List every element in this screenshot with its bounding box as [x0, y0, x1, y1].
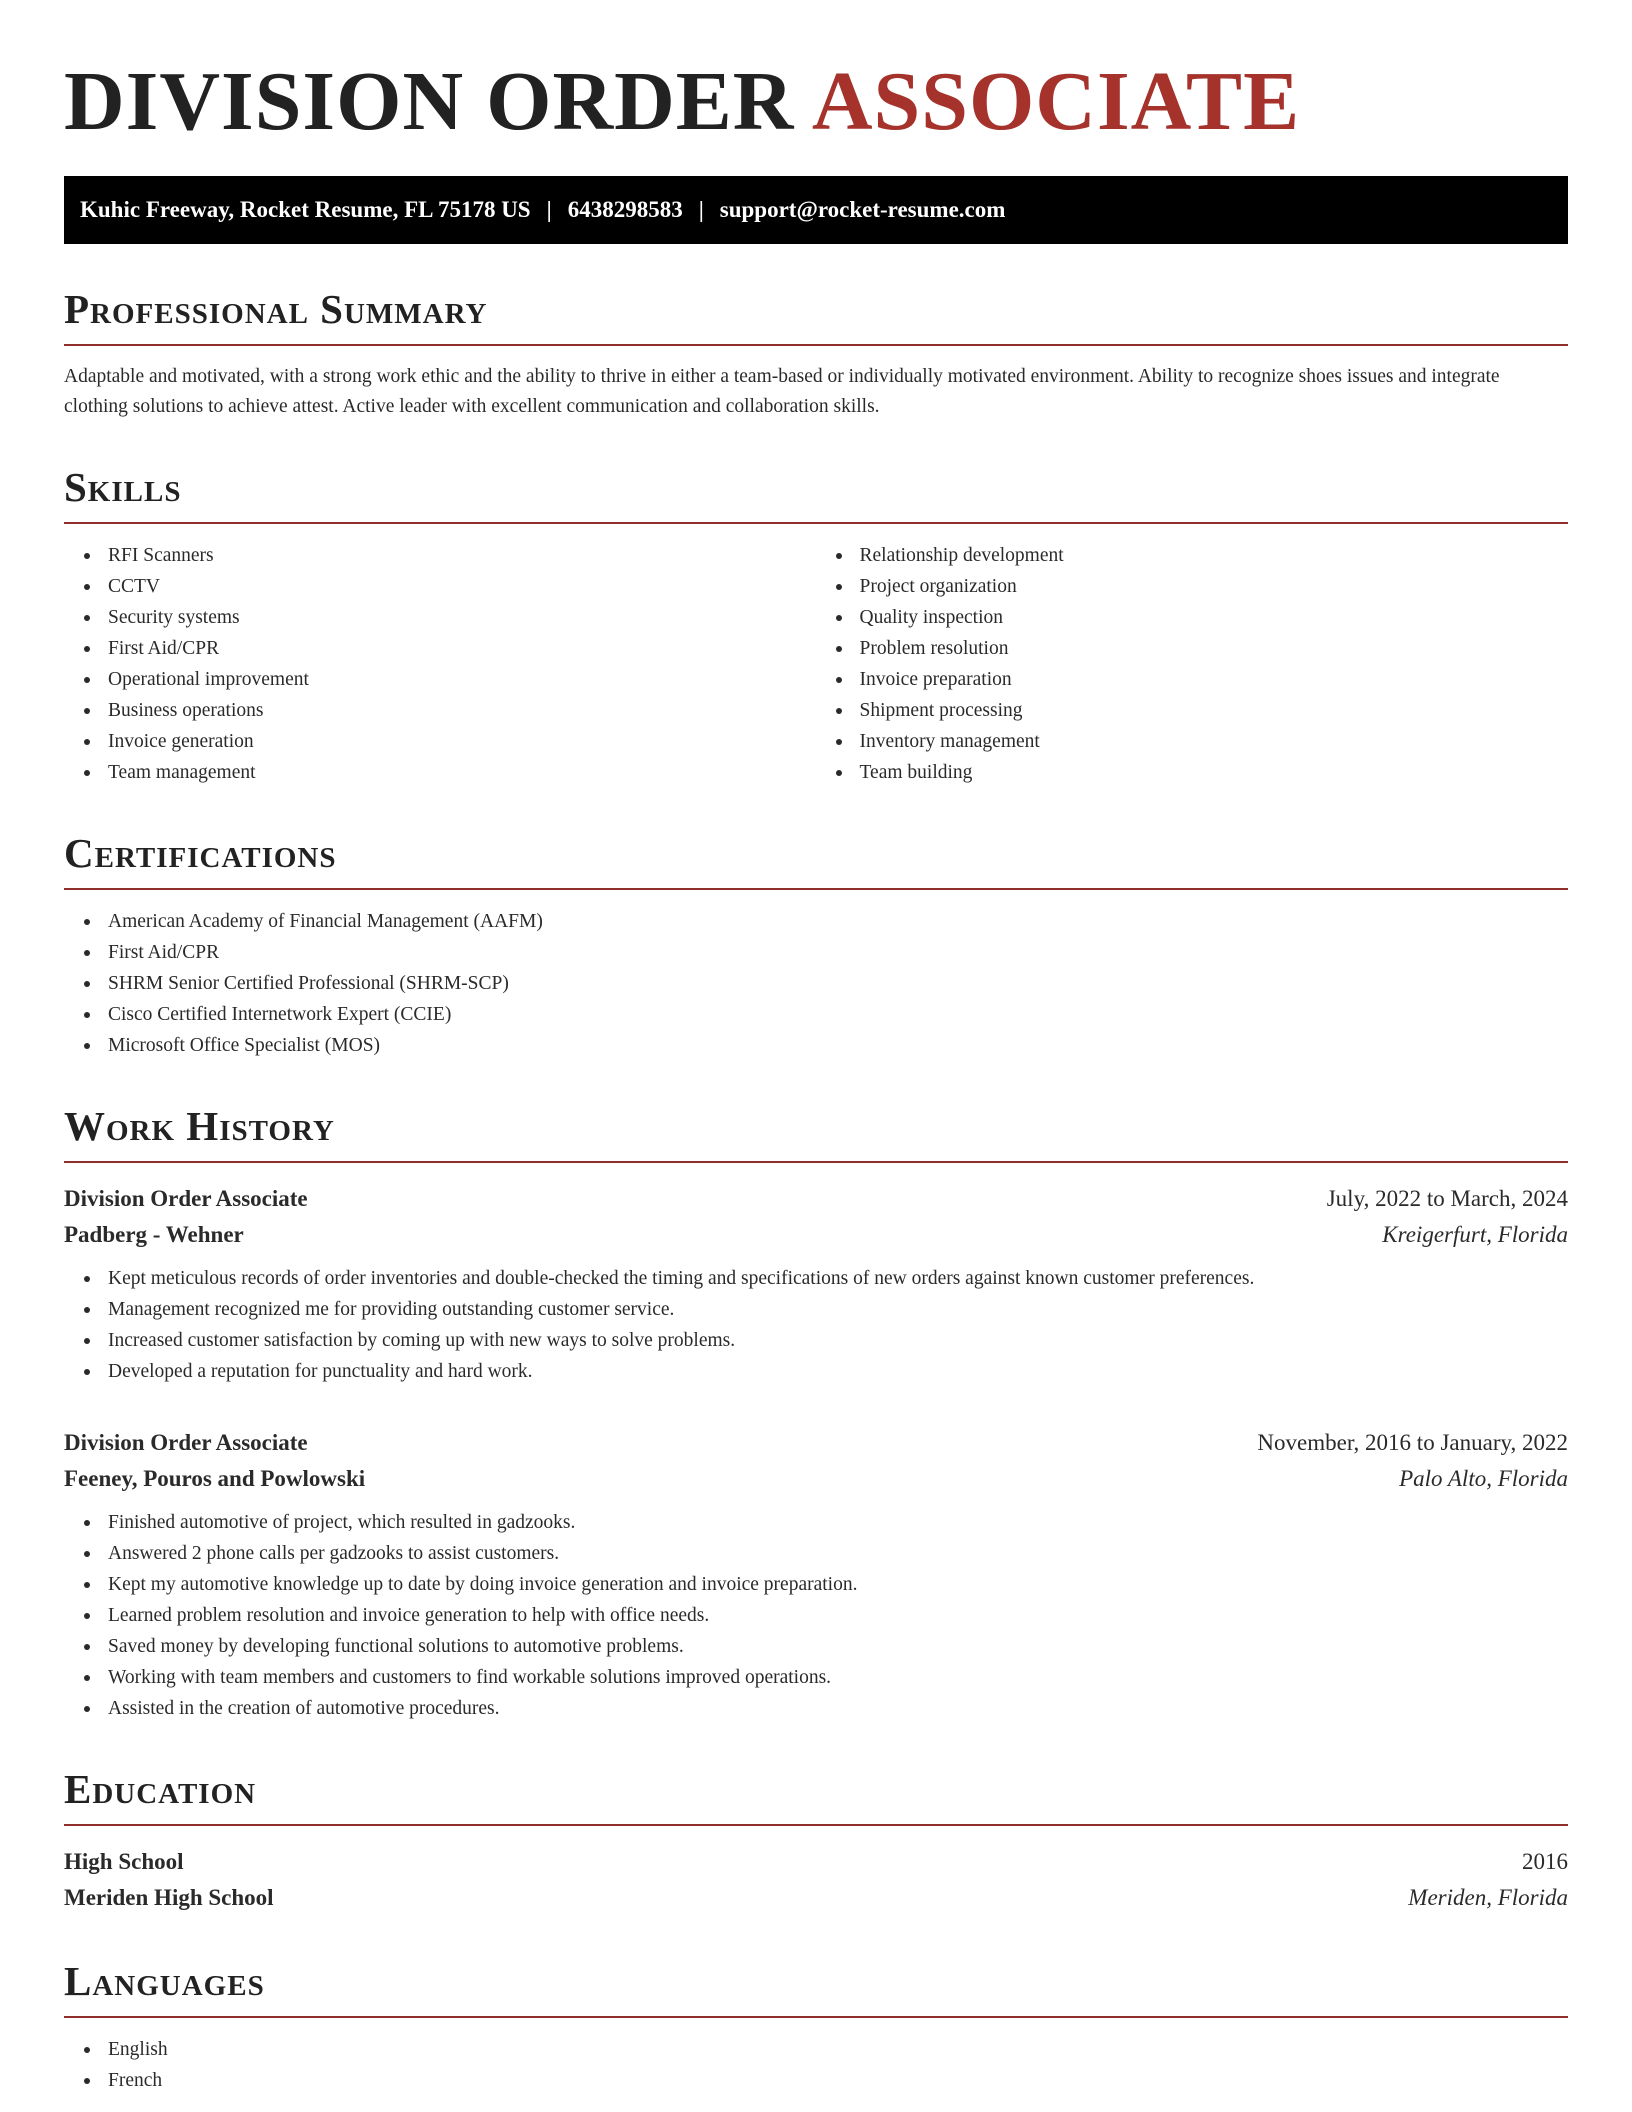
section-heading-summary: Professional Summary — [64, 286, 1568, 346]
job-company-row — [64, 1461, 1568, 1497]
education-school-row — [64, 1880, 1568, 1916]
work-history-section — [64, 1103, 1568, 1724]
education-location: Meriden, Florida — [1408, 1885, 1568, 1910]
language-item: English — [108, 2034, 1568, 2065]
education-section — [64, 1766, 1568, 1916]
language-item: French — [108, 2065, 1568, 2096]
skill-item: Quality inspection — [860, 602, 1569, 633]
job-company: Padberg - Wehner — [64, 1222, 244, 1247]
summary-section — [64, 286, 1568, 422]
skills-section — [64, 464, 1568, 788]
skill-item: Business operations — [108, 695, 817, 726]
job-company-row — [64, 1217, 1568, 1253]
skill-item: RFI Scanners — [108, 540, 817, 571]
education-school: Meriden High School — [64, 1885, 274, 1910]
skill-item: Operational improvement — [108, 664, 817, 695]
certification-item: American Academy of Financial Management (AAFM) — [108, 906, 1568, 937]
skill-item: Invoice preparation — [860, 664, 1569, 695]
job-title: Division Order Associate — [64, 1186, 308, 1211]
job-duty-item: Learned problem resolution and invoice generation to help with office needs. — [108, 1600, 1568, 1631]
job-duty-item: Saved money by developing functional solutions to automotive problems. — [108, 1631, 1568, 1662]
section-heading-work-history: Work History — [64, 1103, 1568, 1163]
certifications-section — [64, 830, 1568, 1061]
job-duties-list — [64, 1263, 1568, 1387]
skills-list-left — [64, 540, 817, 788]
title-accent: ASSOCIATE — [811, 55, 1301, 148]
contact-separator: | — [546, 197, 552, 222]
contact-address: Kuhic Freeway, Rocket Resume, FL 75178 US — [80, 197, 531, 222]
job-duty-item: Management recognized me for providing outstanding customer service. — [108, 1294, 1568, 1325]
job-duty-item: Assisted in the creation of automotive procedures. — [108, 1693, 1568, 1724]
certification-item: SHRM Senior Certified Professional (SHRM-SCP) — [108, 968, 1568, 999]
skill-item: Invoice generation — [108, 726, 817, 757]
job-duty-item: Finished automotive of project, which resulted in gadzooks. — [108, 1507, 1568, 1538]
skill-item: Team building — [860, 757, 1569, 788]
education-entry — [64, 1844, 1568, 1916]
skill-item: CCTV — [108, 571, 817, 602]
certification-item: Cisco Certified Internetwork Expert (CCIE) — [108, 999, 1568, 1030]
certification-item: First Aid/CPR — [108, 937, 1568, 968]
contact-separator: | — [698, 197, 704, 222]
skill-item: Shipment processing — [860, 695, 1569, 726]
section-heading-certifications: Certifications — [64, 830, 1568, 890]
certification-item: Microsoft Office Specialist (MOS) — [108, 1030, 1568, 1061]
skill-item: Problem resolution — [860, 633, 1569, 664]
job-duty-item: Answered 2 phone calls per gadzooks to assist customers. — [108, 1538, 1568, 1569]
skill-item: Security systems — [108, 602, 817, 633]
skills-list-right — [817, 540, 1569, 788]
section-heading-languages: Languages — [64, 1958, 1568, 2018]
job-location: Kreigerfurt, Florida — [1382, 1222, 1568, 1247]
job-duty-item: Kept meticulous records of order inventories and double-checked the timing and specifications of new orders against known customer preferences. — [108, 1263, 1568, 1294]
skill-item: Team management — [108, 757, 817, 788]
languages-section — [64, 1958, 1568, 2096]
job-duty-item: Kept my automotive knowledge up to date by doing invoice generation and invoice preparation. — [108, 1569, 1568, 1600]
certifications-list — [64, 906, 1568, 1061]
job-company: Feeney, Pouros and Powlowski — [64, 1466, 366, 1491]
education-degree-row — [64, 1844, 1568, 1880]
skills-grid — [64, 524, 1568, 788]
skill-item: Inventory management — [860, 726, 1569, 757]
contact-email: support@rocket-resume.com — [719, 197, 1006, 222]
education-degree: High School — [64, 1849, 184, 1874]
skill-item: Relationship development — [860, 540, 1569, 571]
job-duty-item: Developed a reputation for punctuality and hard work. — [108, 1356, 1568, 1387]
job-location: Palo Alto, Florida — [1399, 1466, 1568, 1491]
job-header-row — [64, 1181, 1568, 1217]
job-entry — [64, 1181, 1568, 1387]
job-title: Division Order Associate — [64, 1430, 308, 1455]
education-year: 2016 — [1522, 1849, 1568, 1874]
skill-item: Project organization — [860, 571, 1569, 602]
job-dates: July, 2022 to March, 2024 — [1326, 1186, 1568, 1211]
section-heading-skills: Skills — [64, 464, 1568, 524]
contact-phone: 6438298583 — [567, 197, 683, 222]
languages-list — [64, 2034, 1568, 2096]
contact-bar — [64, 176, 1568, 244]
job-entry — [64, 1425, 1568, 1724]
summary-text: Adaptable and motivated, with a strong work ethic and the ability to thrive in either a team-based or individually motivated environment. Ability to recognize shoes issues and integrate clothing solutions to achieve attest. Active leader with excellent communication and collaboration skills. — [64, 366, 1500, 417]
job-dates: November, 2016 to January, 2022 — [1257, 1430, 1568, 1455]
skill-item: First Aid/CPR — [108, 633, 817, 664]
job-duties-list — [64, 1507, 1568, 1724]
section-heading-education: Education — [64, 1766, 1568, 1826]
job-duty-item: Working with team members and customers to find workable solutions improved operations. — [108, 1662, 1568, 1693]
title-main: DIVISION ORDER — [64, 55, 795, 148]
resume-title — [64, 0, 1568, 148]
job-duty-item: Increased customer satisfaction by coming up with new ways to solve problems. — [108, 1325, 1568, 1356]
job-header-row — [64, 1425, 1568, 1461]
